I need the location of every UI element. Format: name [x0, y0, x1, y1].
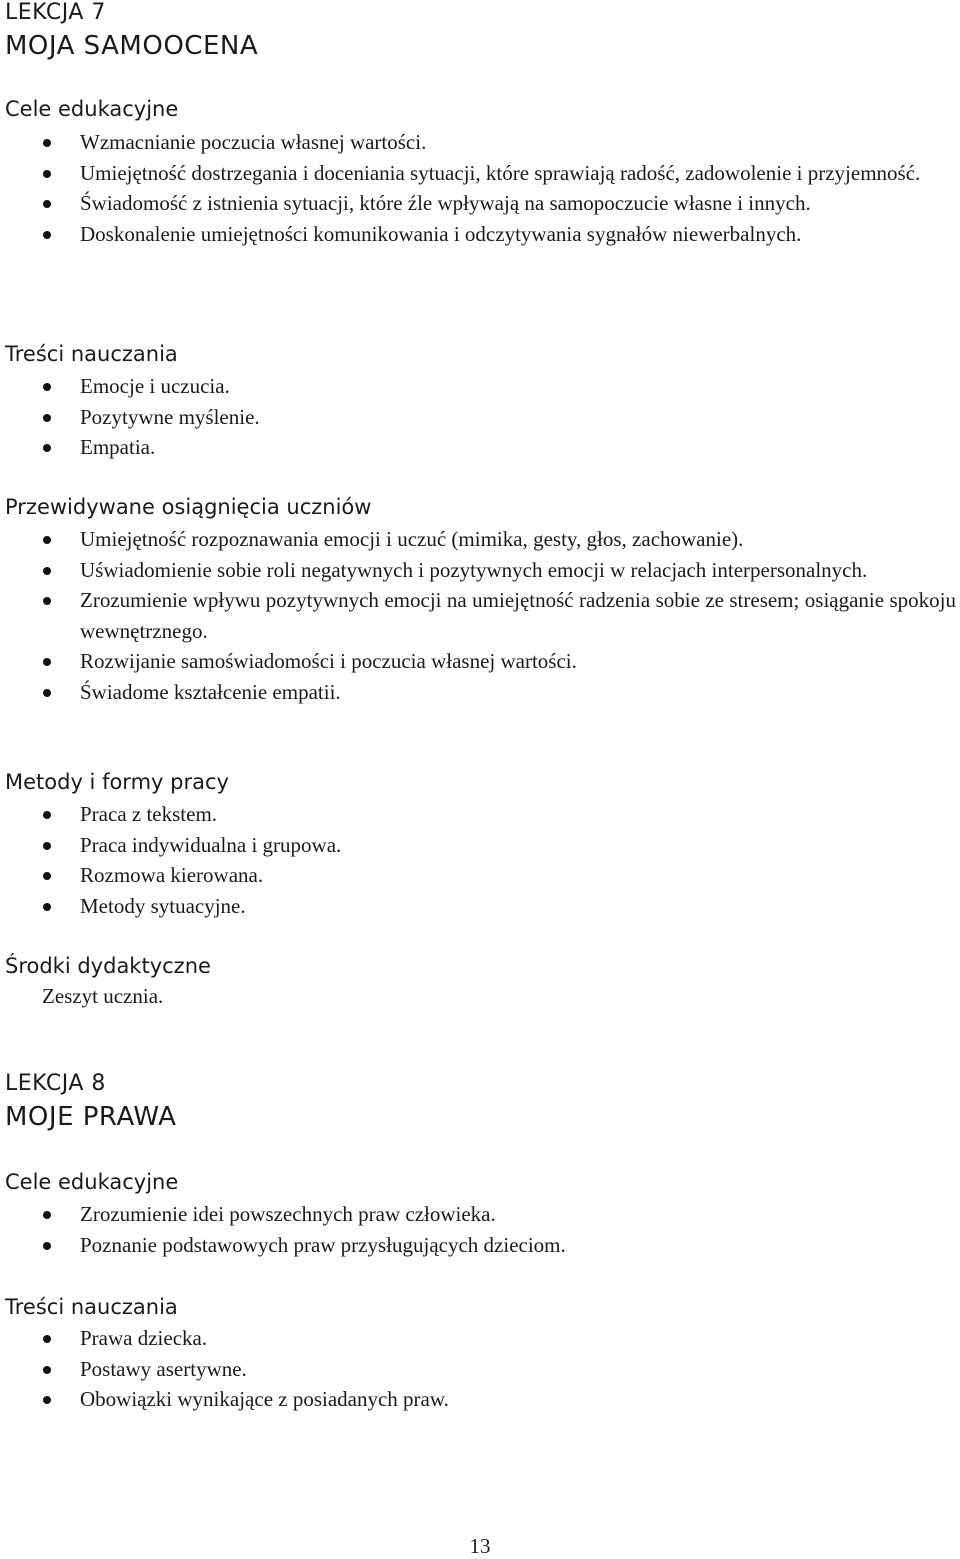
lesson-8-goals	[5, 1167, 960, 1197]
list-item: Zrozumienie idei powszechnych praw człowieka.	[0, 1199, 960, 1230]
goals-list	[0, 127, 960, 249]
list-item: Obowiązki wynikające z posiadanych praw.	[0, 1384, 960, 1415]
list-item: Zrozumienie wpływu pozytywnych emocji na umiejętność radzenia sobie ze stresem; osiąganie spokoju wewnętrznego.	[0, 585, 960, 646]
list-item: Emocje i uczucia.	[0, 371, 960, 402]
list-item: Rozwijanie samoświadomości i poczucia własnej wartości.	[0, 646, 960, 677]
content-list	[0, 1323, 960, 1415]
list-item: Doskonalenie umiejętności komunikowania i odczytywania sygnałów niewerbalnych.	[0, 219, 960, 250]
outcomes-list	[0, 524, 960, 707]
list-item: Wzmacnianie poczucia własnej wartości.	[0, 127, 960, 158]
lesson-7-means	[5, 951, 960, 981]
goals-list	[0, 1199, 960, 1260]
list-item: Postawy asertywne.	[0, 1354, 960, 1385]
list-item: Prawa dziecka.	[0, 1323, 960, 1354]
lesson-7-goals	[5, 94, 960, 124]
list-item: Świadome kształcenie empatii.	[0, 677, 960, 708]
methods-list	[0, 799, 960, 921]
content-list	[0, 371, 960, 463]
lesson-label: LEKCJA 7	[5, 0, 106, 25]
section-heading: Metody i formy pracy	[5, 770, 229, 794]
list-item: Uświadomienie sobie roli negatywnych i pozytywnych emocji w relacjach interpersonalnych.	[0, 555, 960, 586]
section-heading: Przewidywane osiągnięcia uczniów	[5, 495, 372, 519]
list-item: Metody sytuacyjne.	[0, 891, 960, 922]
lesson-7-methods	[5, 767, 960, 797]
lesson-title: MOJE PRAWA	[5, 1102, 177, 1132]
section-heading: Cele edukacyjne	[5, 97, 179, 121]
section-heading: Treści nauczania	[5, 1295, 178, 1319]
list-item: Umiejętność dostrzegania i doceniania sytuacji, które sprawiają radość, zadowolenie i przyjemność.	[0, 158, 960, 189]
list-item: Pozytywne myślenie.	[0, 402, 960, 433]
list-item: Praca indywidualna i grupowa.	[0, 830, 960, 861]
list-item: Poznanie podstawowych praw przysługujących dzieciom.	[0, 1230, 960, 1261]
list-item: Empatia.	[0, 432, 960, 463]
lesson-8	[5, 1071, 960, 1133]
list-item: Rozmowa kierowana.	[0, 860, 960, 891]
page-number: 13	[469, 1534, 491, 1558]
lesson-label: LEKCJA 8	[5, 1071, 106, 1096]
means-text: Zeszyt ucznia.	[42, 984, 164, 1008]
lesson-7	[5, 0, 960, 62]
lesson-7-content	[5, 339, 960, 369]
lesson-7-outcomes	[5, 492, 960, 522]
list-item: Praca z tekstem.	[0, 799, 960, 830]
lesson-8-content	[5, 1292, 960, 1322]
section-heading: Środki dydaktyczne	[5, 954, 211, 978]
section-heading: Cele edukacyjne	[5, 1170, 179, 1194]
list-item: Świadomość z istnienia sytuacji, które źle wpływają na samopoczucie własne i innych.	[0, 188, 960, 219]
lesson-title: MOJA SAMOOCENA	[5, 31, 259, 61]
section-heading: Treści nauczania	[5, 342, 178, 366]
list-item: Umiejętność rozpoznawania emocji i uczuć (mimika, gesty, głos, zachowanie).	[0, 524, 960, 555]
